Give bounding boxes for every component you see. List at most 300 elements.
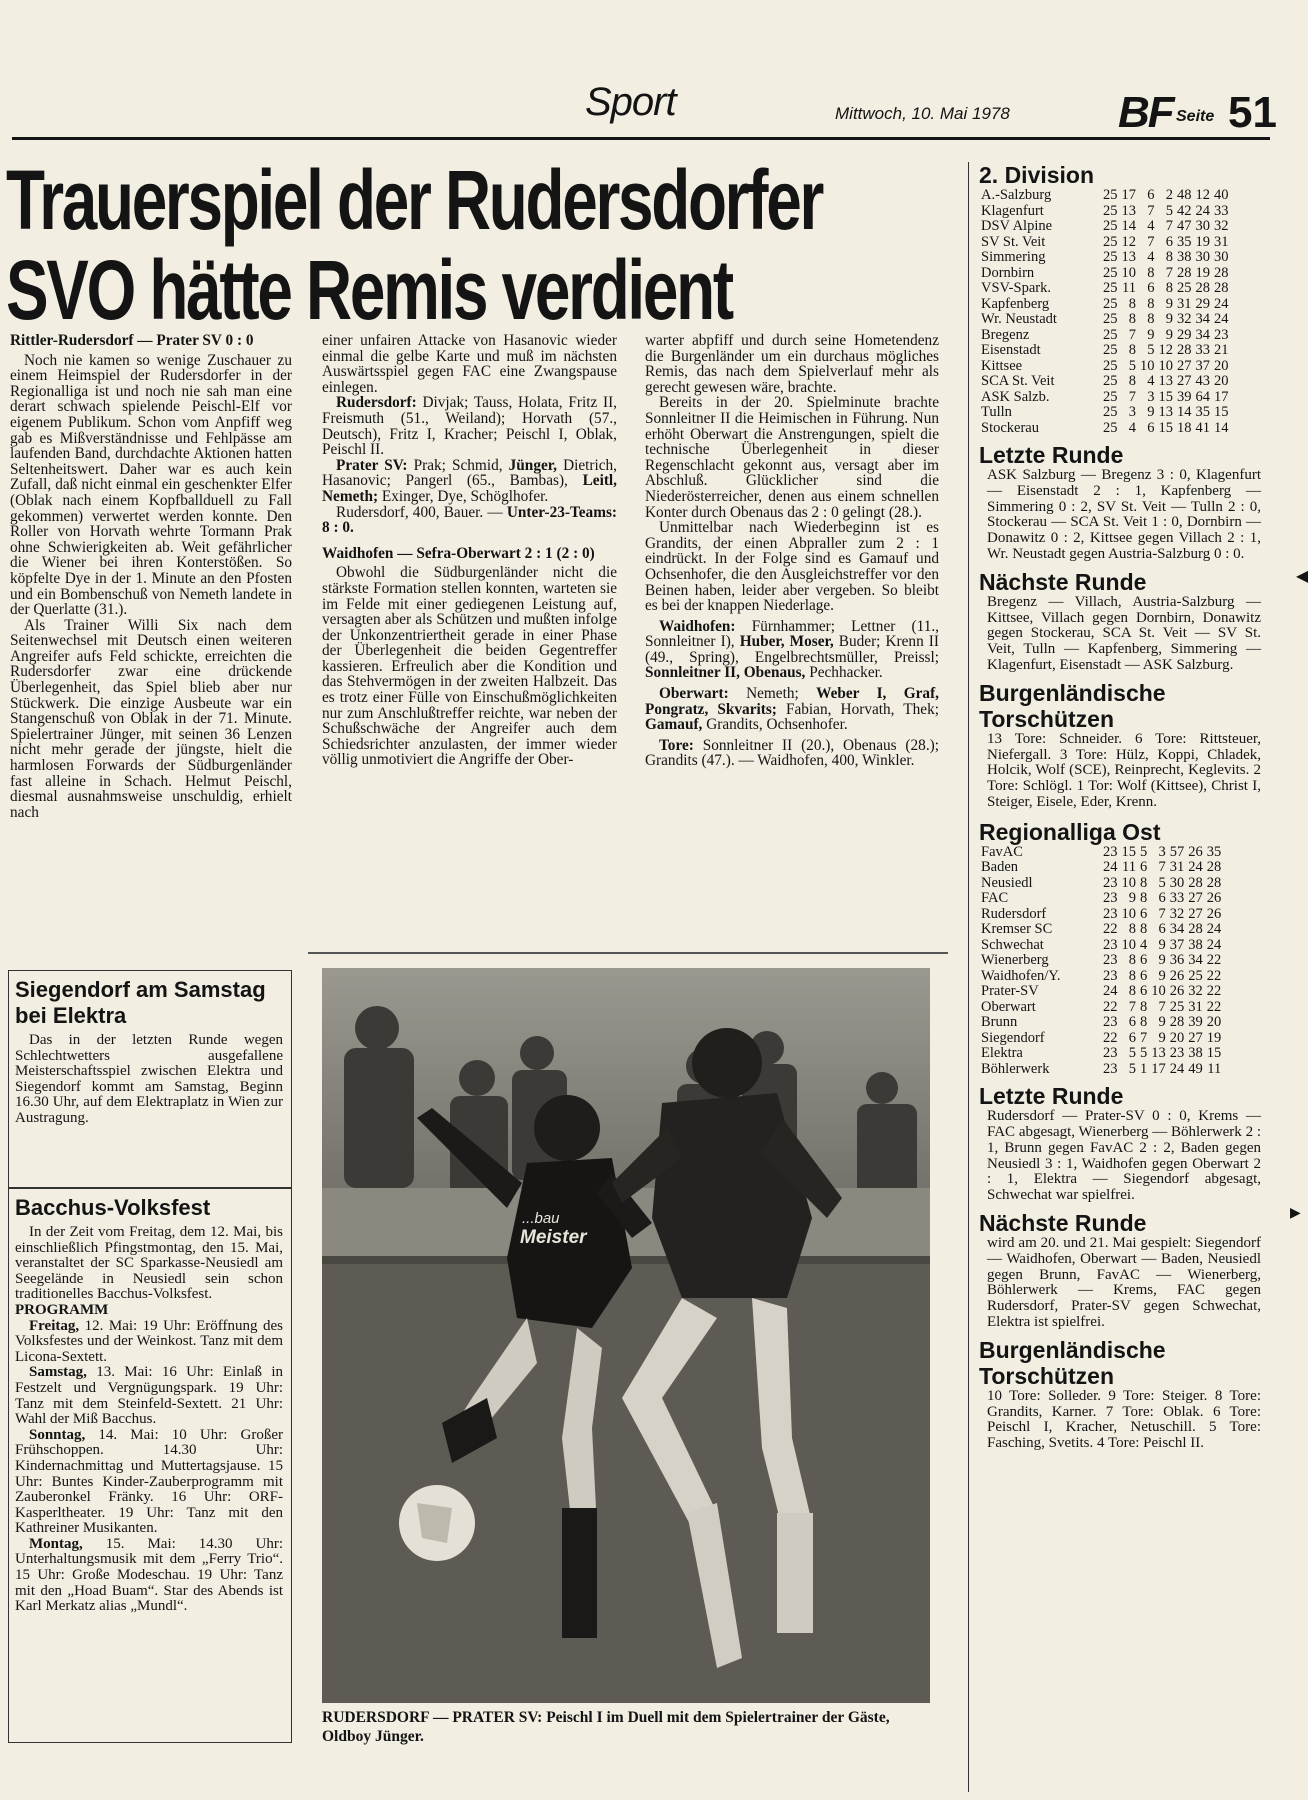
stat-cell: 26 bbox=[1206, 905, 1222, 922]
stat-cell: 7 bbox=[1147, 202, 1155, 219]
table-row bbox=[981, 390, 1229, 406]
stat-cell: 10 bbox=[1151, 983, 1166, 1000]
lineup-player-bold: Jünger, bbox=[508, 456, 557, 474]
stat-cell: 32 bbox=[1188, 983, 1203, 1000]
stat-cell: 6 bbox=[1147, 280, 1155, 296]
table-row bbox=[981, 328, 1229, 344]
stat-cell: 24 bbox=[1103, 859, 1118, 876]
stat-cell: 28 bbox=[1188, 874, 1203, 891]
stat-cell: 2 bbox=[1165, 187, 1173, 203]
stat-cell: 9 bbox=[1147, 326, 1155, 343]
table-row bbox=[981, 405, 1229, 421]
section-title: Sport bbox=[585, 80, 676, 124]
stat-cell: 25 bbox=[1103, 264, 1118, 281]
stat-cell: 4 bbox=[1147, 218, 1155, 234]
stat-cell: 43 bbox=[1195, 373, 1210, 389]
stat-cell: 20 bbox=[1169, 1029, 1185, 1046]
stat-cell: 28 bbox=[1206, 874, 1222, 891]
lineup-players: Exinger, Dye, Schöglhofer. bbox=[381, 487, 549, 505]
photo-illustration bbox=[322, 968, 930, 1703]
article-paragraph: einer unfairen Attacke von Hasanovic wieder einmal die gelbe Karte und muß im nächsten Auswärtsspiel gegen FAC eine Zwangspause einlegen. bbox=[322, 332, 617, 396]
header-rule bbox=[12, 137, 1270, 140]
stat-cell: 40 bbox=[1214, 187, 1229, 203]
table-row bbox=[981, 250, 1229, 266]
rlo-next-round-title: Nächste Runde bbox=[979, 1210, 1147, 1237]
stat-cell: 6 bbox=[1158, 890, 1166, 907]
bacchus-body bbox=[15, 1225, 283, 1615]
match-result-2: Waidhofen — Sefra-Oberwart 2 : 1 (2 : 0) bbox=[322, 544, 595, 562]
page-number: 51 bbox=[1228, 88, 1277, 137]
match-info-u23: Unter-23-Teams: 8 : 0. bbox=[322, 503, 617, 537]
rlo-table bbox=[981, 845, 1221, 1078]
team-name: Siegendorf bbox=[981, 1029, 1045, 1046]
goals bbox=[645, 738, 939, 769]
team-name: SCA St. Veit bbox=[981, 373, 1055, 389]
stat-cell: 31 bbox=[1214, 233, 1229, 250]
rlo-next-round-text: wird am 20. und 21. Mai gespielt: Siegendorf — Waidhofen, Oberwart — Baden, Neusiedl gegen Brunn, FavAC — Wienerberg, Böhlerwerk — Krems, FAC gegen Rudersdorf, Prater-SV gegen Schwechat, Elektra ist spielfrei. bbox=[987, 1235, 1261, 1331]
stat-cell: 5 bbox=[1147, 342, 1155, 358]
table-row bbox=[981, 1000, 1221, 1016]
issue-date: Mittwoch, 10. Mai 1978 bbox=[835, 104, 1010, 123]
team-name: Klagenfurt bbox=[981, 202, 1044, 219]
table-row bbox=[981, 1015, 1221, 1031]
table-row bbox=[981, 1031, 1221, 1047]
stat-cell: 22 bbox=[1206, 967, 1222, 984]
headline-line-2: SVO hätte Remis verdient bbox=[6, 243, 732, 337]
stat-cell: 18 bbox=[1177, 419, 1192, 436]
stat-cell: 23 bbox=[1103, 890, 1118, 907]
table-row bbox=[981, 374, 1229, 390]
stat-cell: 5 bbox=[1140, 1045, 1148, 1062]
stat-cell: 25 bbox=[1103, 295, 1118, 312]
stat-cell: 23 bbox=[1103, 905, 1118, 922]
stat-cell: 27 bbox=[1188, 890, 1203, 907]
stat-cell: 35 bbox=[1195, 404, 1210, 420]
stat-cell: 39 bbox=[1188, 1014, 1203, 1031]
team-name: Kremser SC bbox=[981, 921, 1053, 938]
stat-cell: 29 bbox=[1195, 295, 1210, 312]
stat-cell: 11 bbox=[1122, 280, 1136, 296]
stat-cell: 47 bbox=[1177, 218, 1192, 234]
div2-title: 2. Division bbox=[979, 162, 1095, 188]
table-row bbox=[981, 891, 1221, 907]
table-row bbox=[981, 297, 1229, 313]
stat-cell: 25 bbox=[1169, 998, 1185, 1015]
stat-cell: 7 bbox=[1165, 218, 1173, 234]
stat-cell: 9 bbox=[1158, 952, 1166, 969]
stat-cell: 27 bbox=[1188, 1029, 1203, 1046]
table-row bbox=[981, 938, 1221, 954]
stat-cell: 13 bbox=[1121, 249, 1136, 265]
table-row bbox=[981, 953, 1221, 969]
stat-cell: 9 bbox=[1158, 1014, 1166, 1031]
stat-cell: 6 bbox=[1128, 1014, 1136, 1031]
team-name: Böhlerwerk bbox=[981, 1060, 1050, 1077]
team-name: DSV Alpine bbox=[981, 218, 1053, 234]
stat-cell: 19 bbox=[1206, 1029, 1222, 1046]
stat-cell: 25 bbox=[1177, 280, 1192, 296]
stat-cell: 8 bbox=[1140, 921, 1148, 938]
stat-cell: 7 bbox=[1165, 264, 1173, 281]
stat-cell: 9 bbox=[1165, 311, 1173, 327]
lineup-team-label: Waidhofen: bbox=[659, 617, 736, 635]
stat-cell: 5 bbox=[1140, 843, 1148, 860]
stat-cell: 24 bbox=[1214, 311, 1229, 327]
stat-cell: 8 bbox=[1140, 890, 1148, 907]
article-paragraph: Unmittelbar nach Wiederbeginn ist es Grandits, der einen Abpraller zum 2 : 1 eindrückt. In der Folge sind es Gamauf und Ochsenhofer, die den Ausgleichstreffer vor den Beinen haben, leider aber vergeben. So bleibt es bei der knappen Niederlage. bbox=[645, 519, 939, 615]
scorers-2-title: Burgenländische Torschützen bbox=[979, 1336, 1166, 1389]
team-name: Tulln bbox=[981, 404, 1012, 420]
stat-cell: 24 bbox=[1169, 1060, 1185, 1077]
stat-cell: 23 bbox=[1103, 874, 1118, 891]
headline-line-1: Trauerspiel der Rudersdorfer bbox=[6, 153, 823, 247]
stat-cell: 38 bbox=[1177, 249, 1192, 265]
stat-cell: 19 bbox=[1195, 233, 1210, 250]
stat-cell: 28 bbox=[1177, 342, 1192, 358]
stat-cell: 8 bbox=[1128, 373, 1136, 389]
team-name: A.-Salzburg bbox=[981, 187, 1052, 203]
stat-cell: 8 bbox=[1128, 311, 1136, 327]
stat-cell: 22 bbox=[1206, 983, 1222, 1000]
lineup-players: Nemeth; bbox=[746, 685, 799, 703]
team-name: Elektra bbox=[981, 1045, 1023, 1062]
table-row bbox=[981, 312, 1229, 328]
stat-cell: 3 bbox=[1158, 843, 1166, 860]
lineup-players: Fürnhammer; Lettner (11., Sonnleitner I), bbox=[645, 617, 939, 651]
stat-cell: 13 bbox=[1151, 1045, 1166, 1062]
stat-cell: 6 bbox=[1128, 1029, 1136, 1046]
shirt-sponsor-1: ...bau bbox=[522, 1210, 560, 1227]
stat-cell: 25 bbox=[1103, 404, 1118, 420]
stat-cell: 33 bbox=[1169, 890, 1185, 907]
team-name: Wr. Neustadt bbox=[981, 311, 1057, 327]
stat-cell: 28 bbox=[1177, 264, 1192, 281]
programm-text: 14. Mai: 10 Uhr: Großer Frühschoppen. 14.30 Uhr: Kindernachmittag und Muttertagsjause. 15 Uhr: Buntes Kinder-Zauberprogramm mit Zauberonkel Fränky. 16 Uhr: ORF-Kasperltheater. 19 Uhr: Tanz mit den Kathreiner Musikanten. bbox=[15, 1426, 284, 1537]
table-row bbox=[981, 343, 1229, 359]
table-row bbox=[981, 359, 1229, 375]
programm-text: 15. Mai: 14.30 Uhr: Unterhaltungsmusik mit dem „Ferry Trio“. 15 Uhr: Große Modeschau. 19 Uhr: Tanz mit den „Hoad Buam“. Star des Abends ist Karl Merkatz alias „Mundl“. bbox=[15, 1535, 284, 1615]
stat-cell: 33 bbox=[1214, 202, 1229, 219]
stat-cell: 20 bbox=[1206, 1014, 1222, 1031]
article-paragraph: Obwohl die Südburgenländer nicht die stärkste Formation stellen konnten, warteten sie im Felde mit einer gediegenen Leistung auf, versagten aber als Schützen und mußten infolge der Unkonzentriertheit gerade in einer Phase der Überlegenheit die beiden Gegentreffer kassieren. Erfreulich aber die Kondition und das Stehvermögen in der zweiten Halbzeit. Das es trotz einer Fülle von Einschußmöglichkeiten nur zum Anschlußtreffer reichte, war neben der Schußschwäche der Angreifer auch dem Schiedsrichter anzulasten, der immer wieder völlig unmotiviert die Angriffe der Ober- bbox=[322, 564, 617, 769]
stat-cell: 31 bbox=[1177, 295, 1192, 312]
article-paragraph: Als Trainer Willi Six nach dem Seitenwechsel mit Deutsch einen weiteren Angreifer aufs Feld schickte, erreichten die Rudersdorfer zwar eine drückende Überlegenheit, das Spiel blieb aber nur Stückwerk. Die einzige Ausbeute war ein Stangenschuß von Oblak in der 71. Minute. Spielertrainer Jünger, mit seinen 36 Lenzen nicht mehr gerade der jüngste, hielt die harmlosen Forwards der Südburgenländer fast alleine in Schach. Helmut Peischl, diesmal ausnahmsweise unschuldig, erhielt nach bbox=[10, 616, 292, 821]
stat-cell: 20 bbox=[1214, 373, 1229, 389]
stat-cell: 23 bbox=[1214, 326, 1229, 343]
team-name: Neusiedl bbox=[981, 874, 1033, 891]
table-row bbox=[981, 922, 1221, 938]
stat-cell: 34 bbox=[1188, 952, 1203, 969]
stat-cell: 19 bbox=[1195, 264, 1210, 281]
lineup-player-bold: Leitl, Nemeth; bbox=[322, 472, 617, 505]
stat-cell: 21 bbox=[1214, 342, 1229, 358]
stat-cell: 17 bbox=[1121, 187, 1136, 203]
stat-cell: 25 bbox=[1103, 202, 1118, 219]
stat-cell: 25 bbox=[1103, 357, 1118, 374]
team-name: Baden bbox=[981, 859, 1019, 876]
stat-cell: 25 bbox=[1103, 233, 1118, 250]
scorers-1-text: 13 Tore: Schneider. 6 Tore: Rittsteuer, Niefergall. 3 Tore: Hülz, Koppi, Chladek, Holcik, Wolf (SCE), Reinprecht, Keglevits. 2 Tore: Schlögl. 1 Tor: Wolf (Kittsee), Christ I, Steiger, Eisele, Eder, Krenn. bbox=[987, 730, 1261, 810]
div2-last-round-title: Letzte Runde bbox=[979, 442, 1124, 468]
ball-pattern bbox=[417, 1503, 452, 1543]
stat-cell: 23 bbox=[1103, 952, 1118, 969]
div2-last-round-text: ASK Salzburg — Bregenz 3 : 0, Klagenfurt — Eisenstadt 2 : 1, Kapfenberg — Simmering 0 : 2, SV St. Veit — Tulln 2 : 0, Stockerau — SCA St. Veit 1 : 0, Dornbirn — Donawitz 0 : 2, Kittsee gegen Villach 2 : 1, Wr. Neustadt gegen Austria-Salzburg 0 : 0. bbox=[987, 467, 1261, 562]
stat-cell: 5 bbox=[1128, 1045, 1136, 1062]
stat-cell: 26 bbox=[1206, 890, 1222, 907]
stat-cell: 26 bbox=[1188, 843, 1203, 860]
lineup-team-label: Oberwart: bbox=[659, 685, 729, 703]
programm-item bbox=[15, 1365, 283, 1427]
team-name: Eisenstadt bbox=[981, 342, 1041, 358]
table-row bbox=[981, 204, 1229, 220]
stat-cell: 10 bbox=[1121, 264, 1136, 281]
article-column-3 bbox=[645, 333, 939, 943]
stat-cell: 9 bbox=[1158, 936, 1166, 953]
stat-cell: 8 bbox=[1165, 249, 1173, 265]
stat-cell: 11 bbox=[1122, 859, 1136, 876]
stat-cell: 26 bbox=[1169, 967, 1185, 984]
stat-cell: 8 bbox=[1128, 921, 1136, 938]
lineup-players: Dietrich, Hasanovic; Pangerl (65., Bambas), bbox=[322, 456, 618, 490]
stat-cell: 17 bbox=[1214, 388, 1229, 405]
stat-cell: 6 bbox=[1147, 419, 1155, 436]
stat-cell: 14 bbox=[1214, 419, 1229, 436]
stat-cell: 42 bbox=[1177, 202, 1192, 219]
team-name: Bregenz bbox=[981, 326, 1030, 343]
team-name: FavAC bbox=[981, 843, 1023, 860]
stat-cell: 4 bbox=[1140, 936, 1148, 953]
stat-cell: 23 bbox=[1103, 1060, 1118, 1077]
stat-cell: 32 bbox=[1177, 311, 1192, 327]
stat-cell: 37 bbox=[1195, 357, 1210, 374]
pitch bbox=[322, 1264, 930, 1703]
stat-cell: 8 bbox=[1128, 342, 1136, 358]
stat-cell: 8 bbox=[1128, 952, 1136, 969]
stat-cell: 3 bbox=[1128, 404, 1136, 420]
stat-cell: 25 bbox=[1103, 218, 1118, 234]
stat-cell: 6 bbox=[1147, 187, 1155, 203]
stat-cell: 8 bbox=[1140, 1014, 1148, 1031]
stat-cell: 17 bbox=[1151, 1060, 1166, 1077]
stat-cell: 22 bbox=[1103, 998, 1118, 1015]
stat-cell: 8 bbox=[1140, 874, 1148, 891]
article-paragraph: Noch nie kamen so wenige Zuschauer zu einem Heimspiel der Rudersdorfer in der Regionalliga ist und noch nie sah man eine derart schwach spielende Peischl-Elf vor eigenem Publikum. Schon vom Anpfiff weg gab es Mißverständnisse und Fehlpässe am laufenden Band, durchdachte Aktionen hatten Seltenheitswert. Daher war es auch kein Zufall, daß nicht einmal ein geschenkter Elfer (Oblak nach einem Kopfballduell zu Fall gekommen) verwertet werden konnte. Den Roller von Horvath wehrte Tormann Prak ohne Schwierigkeiten ab. Weit gefährlicher die Wiener bei ihren Konterstößen. So köpfelte Dye in der 1. Minute an den Pfosten und ein Bombenschuß von Nemeth landete in der Querlatte (31.). bbox=[10, 351, 292, 619]
team-name: Simmering bbox=[981, 249, 1046, 265]
lineup-players: Pechhacker. bbox=[809, 664, 883, 682]
stat-cell: 25 bbox=[1103, 311, 1118, 327]
lineup-team-label: Prater SV: bbox=[336, 456, 408, 474]
stat-cell: 5 bbox=[1128, 1060, 1136, 1077]
stat-cell: 9 bbox=[1128, 890, 1136, 907]
stat-cell: 35 bbox=[1177, 233, 1192, 250]
stat-cell: 12 bbox=[1195, 187, 1210, 203]
stat-cell: 10 bbox=[1121, 936, 1136, 953]
stat-cell: 22 bbox=[1206, 998, 1222, 1015]
stat-cell: 23 bbox=[1103, 967, 1118, 984]
team-name: VSV-Spark. bbox=[981, 280, 1051, 296]
stat-cell: 14 bbox=[1177, 404, 1192, 420]
stat-cell: 7 bbox=[1158, 859, 1166, 876]
stat-cell: 32 bbox=[1214, 218, 1229, 234]
stat-cell: 24 bbox=[1206, 936, 1222, 953]
stat-cell: 23 bbox=[1103, 843, 1118, 860]
team-name: Brunn bbox=[981, 1014, 1018, 1031]
stat-cell: 23 bbox=[1103, 1014, 1118, 1031]
programm-item bbox=[15, 1319, 283, 1366]
stat-cell: 6 bbox=[1140, 967, 1148, 984]
stat-cell: 28 bbox=[1169, 1014, 1185, 1031]
stat-cell: 34 bbox=[1169, 921, 1185, 938]
stat-cell: 15 bbox=[1121, 843, 1136, 860]
article-paragraph: Bereits in der 20. Spielminute brachte Sonnleitner II die Heimischen in Führung. Nun erhöht Oberwart die Anstrengungen, spielt die technische Überlegenheit in dieser Regenschlacht gekonnt aus, versagt aber im Abschluß. Glücklicher sind die Niederösterreicher, denen aus einem schnellen Konter durch Obenaus das 2 : 0 gelingt (28.). bbox=[645, 394, 939, 521]
stat-cell: 31 bbox=[1188, 998, 1203, 1015]
stat-cell: 25 bbox=[1103, 388, 1118, 405]
stat-cell: 48 bbox=[1177, 187, 1192, 203]
lineup-players: Divjak; Tauss, Holata, Fritz II, Freismuth (51., Weiland); Horvath (57., Deutsch), Fritz I, Kracher; Peischl I, Oblak, Peischl II. bbox=[322, 394, 617, 459]
programm-day: Montag, bbox=[29, 1535, 83, 1552]
stat-cell: 10 bbox=[1121, 874, 1136, 891]
programm-day: Samstag, bbox=[29, 1364, 87, 1381]
goals-text: Sonnleitner II (20.), Obenaus (28.); Grandits (47.). — Waidhofen, 400, Winkler. bbox=[645, 736, 939, 770]
stat-cell: 28 bbox=[1206, 859, 1222, 876]
stat-cell: 22 bbox=[1103, 921, 1118, 938]
stat-cell: 25 bbox=[1103, 249, 1118, 265]
page-label: Seite bbox=[1176, 108, 1215, 125]
lineup-players: Buder; Krenn II (49., Spring), Engelbrechtsmüller, Preissl; bbox=[645, 633, 939, 666]
lineup-prater bbox=[322, 458, 617, 505]
margin-arrow-icon: ◀ bbox=[1296, 566, 1308, 585]
stat-cell: 8 bbox=[1147, 264, 1155, 281]
team-name: Stockerau bbox=[981, 419, 1039, 436]
table-row bbox=[981, 281, 1229, 297]
stat-cell: 4 bbox=[1147, 373, 1155, 389]
bacchus-intro: In der Zeit vom Freitag, dem 12. Mai, bis einschließlich Pfingstmontag, den 15. Mai, veranstaltet der SC Sparkasse-Neusiedl am Seegelände in Neusiedl sein schon traditionelles Bacchus-Volksfest. bbox=[15, 1224, 283, 1303]
table-row bbox=[981, 188, 1229, 204]
stat-cell: 15 bbox=[1214, 404, 1229, 420]
team-name: Wienerberg bbox=[981, 952, 1049, 969]
table-row bbox=[981, 860, 1221, 876]
stat-cell: 7 bbox=[1147, 233, 1155, 250]
stat-cell: 57 bbox=[1169, 843, 1185, 860]
stat-cell: 25 bbox=[1103, 419, 1118, 436]
lineup-players: Prak; Schmid, bbox=[413, 456, 503, 474]
table-row bbox=[981, 969, 1221, 985]
margin-arrow-icon: ▶ bbox=[1290, 1205, 1301, 1221]
team-name: SV St. Veit bbox=[981, 233, 1046, 250]
stat-cell: 23 bbox=[1169, 1045, 1185, 1062]
team-name: Prater-SV bbox=[981, 983, 1039, 1000]
stat-cell: 15 bbox=[1206, 1045, 1222, 1062]
match-photo bbox=[322, 968, 930, 1703]
stat-cell: 14 bbox=[1121, 218, 1136, 234]
bacchus-title: Bacchus-Volksfest bbox=[15, 1195, 211, 1220]
stat-cell: 7 bbox=[1128, 326, 1136, 343]
stat-cell: 6 bbox=[1140, 859, 1148, 876]
table-row bbox=[981, 219, 1229, 235]
programm-day: Sonntag, bbox=[29, 1426, 86, 1443]
stat-cell: 8 bbox=[1147, 311, 1155, 327]
stat-cell: 6 bbox=[1140, 905, 1148, 922]
sidebar-results bbox=[968, 162, 1271, 1792]
div2-next-round-title: Nächste Runde bbox=[979, 568, 1147, 595]
stat-cell: 9 bbox=[1165, 326, 1173, 343]
stat-cell: 30 bbox=[1214, 249, 1229, 265]
stat-cell: 7 bbox=[1128, 388, 1136, 405]
stat-cell: 25 bbox=[1103, 342, 1118, 358]
stat-cell: 39 bbox=[1177, 388, 1192, 405]
stat-cell: 6 bbox=[1158, 921, 1166, 938]
stat-cell: 29 bbox=[1177, 326, 1192, 343]
table-row bbox=[981, 845, 1221, 861]
stat-cell: 9 bbox=[1158, 967, 1166, 984]
div2-table bbox=[981, 188, 1229, 436]
team-name: Kittsee bbox=[981, 357, 1023, 374]
stat-cell: 23 bbox=[1103, 1045, 1118, 1062]
table-row bbox=[981, 907, 1221, 923]
stat-cell: 24 bbox=[1214, 295, 1229, 312]
goals-label: Tore: bbox=[659, 736, 694, 754]
match-result-1: Rittler-Rudersdorf — Prater SV 0 : 0 bbox=[10, 332, 254, 349]
siegendorf-box bbox=[8, 970, 292, 1188]
lineup-team-label: Rudersdorf: bbox=[336, 394, 417, 412]
stat-cell: 1 bbox=[1140, 1060, 1148, 1077]
stat-cell: 5 bbox=[1165, 202, 1173, 219]
shirt-sponsor-2: Meister bbox=[520, 1227, 587, 1248]
stat-cell: 41 bbox=[1195, 419, 1210, 436]
stat-cell: 25 bbox=[1103, 187, 1118, 203]
stat-cell: 15 bbox=[1158, 388, 1173, 405]
stat-cell: 10 bbox=[1158, 357, 1173, 374]
stat-cell: 25 bbox=[1188, 967, 1203, 984]
stat-cell: 30 bbox=[1195, 249, 1210, 265]
stat-cell: 8 bbox=[1128, 295, 1136, 312]
stat-cell: 9 bbox=[1147, 404, 1155, 420]
stat-cell: 9 bbox=[1165, 295, 1173, 312]
stat-cell: 7 bbox=[1158, 905, 1166, 922]
stat-cell: 7 bbox=[1158, 998, 1166, 1015]
stat-cell: 32 bbox=[1169, 905, 1185, 922]
match-info bbox=[322, 505, 617, 536]
programm-text: 12. Mai: 19 Uhr: Eröffnung des Volksfestes und der Weinkost. Tanz mit dem Licona-Sextett. bbox=[15, 1317, 284, 1365]
stat-cell: 37 bbox=[1169, 936, 1185, 953]
stat-cell: 6 bbox=[1140, 952, 1148, 969]
stat-cell: 38 bbox=[1188, 936, 1203, 953]
scorers-1-title: Burgenländische Torschützen bbox=[979, 679, 1166, 732]
stat-cell: 8 bbox=[1147, 295, 1155, 312]
programm-label: PROGRAMM bbox=[15, 1301, 109, 1318]
stat-cell: 11 bbox=[1207, 1060, 1222, 1077]
column-divider bbox=[308, 952, 948, 954]
stat-cell: 22 bbox=[1206, 952, 1222, 969]
stat-cell: 49 bbox=[1188, 1060, 1203, 1077]
stat-cell: 24 bbox=[1103, 983, 1118, 1000]
bacchus-box bbox=[8, 1188, 292, 1743]
stat-cell: 34 bbox=[1195, 311, 1210, 327]
stat-cell: 10 bbox=[1140, 357, 1155, 374]
rlo-title: Regionalliga Ost bbox=[979, 818, 1161, 845]
stat-cell: 20 bbox=[1214, 357, 1229, 374]
programm-item bbox=[15, 1428, 283, 1537]
stat-cell: 27 bbox=[1177, 357, 1192, 374]
stat-cell: 4 bbox=[1128, 419, 1136, 436]
article-column-2 bbox=[322, 333, 617, 943]
stat-cell: 6 bbox=[1140, 983, 1148, 1000]
lineup-players: Fabian, Horvath, Thek; bbox=[785, 700, 939, 718]
stat-cell: 8 bbox=[1128, 983, 1136, 1000]
team-name: FAC bbox=[981, 890, 1009, 907]
scorers-2-text: 10 Tore: Solleder. 9 Tore: Steiger. 8 Tore: Grandits, Karner. 7 Tore: Oblak. 6 Tore: Peischl I, Kracher, Netuschill. 5 Tore: Fasching, Svetits. 4 Tore: Peischl II. bbox=[987, 1387, 1261, 1452]
stat-cell: 28 bbox=[1195, 280, 1210, 296]
